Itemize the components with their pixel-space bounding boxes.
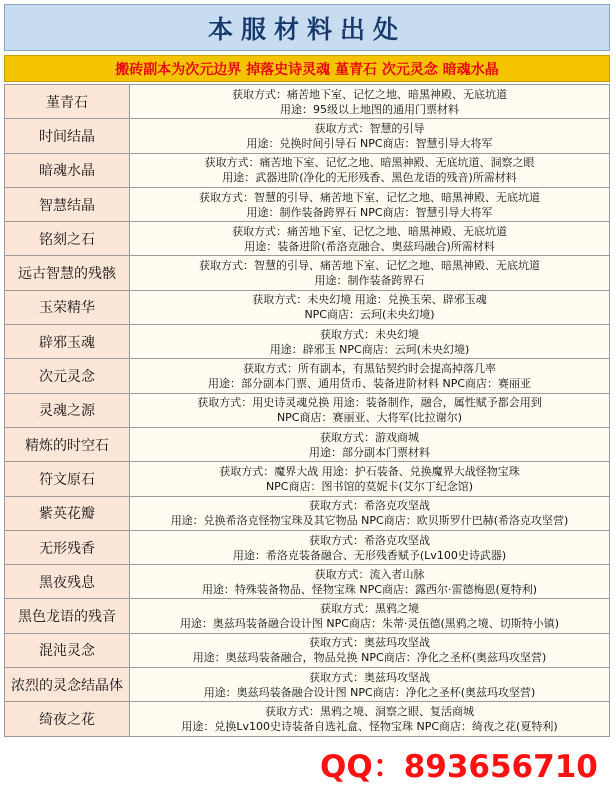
material-name: 次元灵念	[5, 359, 130, 393]
source-line: 获取方式：流入者山脉	[314, 567, 425, 581]
material-info	[130, 291, 610, 325]
usage-line: 用途：兑换希洛克怪物宝珠及其它物品 NPC商店：欧贝斯罗什巴赫(希洛克攻坚营)	[170, 514, 569, 528]
table-row	[5, 428, 610, 462]
source-line: 获取方式：希洛克攻坚战	[309, 499, 430, 513]
qq-watermark: QQ：893656710	[320, 749, 598, 785]
material-name: 时间结晶	[5, 119, 130, 153]
source-line: 获取方式：奥兹玛攻坚战	[309, 636, 430, 650]
usage-line: 用途：95级以上地图的通用门票材料	[280, 102, 459, 116]
table-row	[5, 119, 610, 153]
source-line: 获取方式：痛苦地下室、记忆之地、暗黑神殿、无底坑道	[232, 224, 507, 238]
table-row	[5, 531, 610, 565]
material-name: 符文原石	[5, 462, 130, 496]
material-name: 黑夜残息	[5, 565, 130, 599]
source-line: 获取方式：未央幻境	[320, 327, 419, 341]
source-line: 获取方式：痛苦地下室、记忆之地、暗黑神殿、无底坑道、洞察之眼	[204, 156, 535, 170]
usage-line: 用途：希洛克装备融合、无形残香赋予(Lv100史诗武器)	[232, 548, 507, 562]
usage-line: NPC商店：云珂(未央幻境)	[304, 308, 435, 322]
table-row	[5, 462, 610, 496]
usage-line: 用途：部分副本门票、通用货币、装备进阶材料 NPC商店：赛丽亚	[207, 377, 532, 391]
material-name: 玉荣精华	[5, 291, 130, 325]
page-subtitle: 搬砖副本为次元边界 掉落史诗灵魂 堇青石 次元灵念 暗魂水晶	[4, 55, 610, 82]
materials-table	[4, 84, 610, 737]
page-title: 本服材料出处	[4, 4, 610, 51]
material-info	[130, 119, 610, 153]
material-name: 铭刻之石	[5, 222, 130, 256]
material-info	[130, 531, 610, 565]
source-line: 获取方式：游戏商城	[320, 430, 419, 444]
material-info	[130, 256, 610, 290]
usage-line: 用途：装备进阶(希洛克融合、奥兹玛融合)所需材料	[244, 239, 495, 253]
table-row	[5, 256, 610, 290]
table-row	[5, 222, 610, 256]
material-info	[130, 428, 610, 462]
material-info	[130, 188, 610, 222]
usage-line: NPC商店：图书馆的莫妮卡(艾尔丁纪念馆)	[265, 479, 474, 493]
source-line: 获取方式：所有副本，有黑钻契约时会提高掉落几率	[243, 362, 496, 376]
source-line: 获取方式：黑鸦之境、洞察之眼、复活商城	[265, 704, 474, 718]
material-name: 辟邪玉魂	[5, 325, 130, 359]
source-line: 获取方式：魔界大战 用途：护石装备、兑换魔界大战怪物宝珠	[219, 464, 520, 478]
usage-line: 用途：制作装备跨界石 NPC商店：智慧引导大将军	[246, 205, 493, 219]
material-info	[130, 702, 610, 736]
table-row	[5, 702, 610, 736]
table-row	[5, 154, 610, 188]
table-row	[5, 668, 610, 702]
material-info	[130, 394, 610, 428]
material-name: 精炼的时空石	[5, 428, 130, 462]
source-line: 获取方式：智慧的引导、痛苦地下室、记忆之地、暗黑神殿、无底坑道	[199, 259, 540, 273]
usage-line: 用途：制作装备跨界石	[314, 274, 425, 288]
material-info	[130, 565, 610, 599]
usage-line: 用途：兑换Lv100史诗装备自选礼盒、怪物宝珠 NPC商店：绮夜之花(夏特利)	[181, 719, 558, 733]
usage-line: 用途：武器进阶(净化的无形残香、黑色龙语的残音)所需材料	[222, 171, 517, 185]
material-info	[130, 668, 610, 702]
material-name: 堇青石	[5, 85, 130, 119]
table-row	[5, 394, 610, 428]
material-name: 绮夜之花	[5, 702, 130, 736]
table-row	[5, 565, 610, 599]
material-info	[130, 462, 610, 496]
usage-line: 用途：奥兹玛装备融合，物品兑换 NPC商店：净化之圣杯(奥兹玛攻坚营)	[192, 651, 547, 665]
material-name: 无形残香	[5, 531, 130, 565]
usage-line: 用途：辟邪玉 NPC商店：云珂(未央幻境)	[269, 342, 470, 356]
material-info	[130, 222, 610, 256]
usage-line: 用途：奥兹玛装备融合设计图 NPC商店：朱蒂·灵伍德(黑鸦之境、切斯特小镇)	[179, 617, 560, 631]
table-row	[5, 325, 610, 359]
material-name: 智慧结晶	[5, 188, 130, 222]
material-info	[130, 154, 610, 188]
source-line: 获取方式：智慧的引导	[314, 121, 425, 135]
table-row	[5, 291, 610, 325]
source-line: 获取方式：用史诗灵魂兑换 用途：装备制作，融合，属性赋予都会用到	[197, 396, 542, 410]
table-row	[5, 188, 610, 222]
source-line: 获取方式：智慧的引导、痛苦地下室、记忆之地、暗黑神殿、无底坑道	[199, 190, 540, 204]
usage-line: 用途：部分副本门票材料	[309, 445, 430, 459]
source-line: 获取方式：奥兹玛攻坚战	[309, 670, 430, 684]
material-name: 灵魂之源	[5, 394, 130, 428]
usage-line: NPC商店：赛丽亚、大将军(比拉谢尔)	[276, 411, 463, 425]
usage-line: 用途：特殊装备物品、怪物宝珠 NPC商店：露西尔·雷德梅恩(夏特利)	[201, 582, 538, 596]
material-info	[130, 359, 610, 393]
table-row	[5, 497, 610, 531]
table-row	[5, 599, 610, 633]
source-line: 获取方式：未央幻境 用途：兑换玉荣、辟邪玉魂	[252, 293, 487, 307]
material-info	[130, 599, 610, 633]
material-name: 紫英花瓣	[5, 497, 130, 531]
material-info	[130, 85, 610, 119]
usage-line: 用途：兑换时间引导石 NPC商店：智慧引导大将军	[246, 136, 493, 150]
material-name: 黑色龙语的残音	[5, 599, 130, 633]
table-row	[5, 359, 610, 393]
material-name: 混沌灵念	[5, 634, 130, 668]
material-info	[130, 634, 610, 668]
table-row	[5, 85, 610, 119]
material-info	[130, 325, 610, 359]
usage-line: 用途：奥兹玛装备融合设计图 NPC商店：净化之圣杯(奥兹玛攻坚营)	[203, 685, 536, 699]
source-line: 获取方式：希洛克攻坚战	[309, 533, 430, 547]
material-name: 暗魂水晶	[5, 154, 130, 188]
material-name: 浓烈的灵念结晶体	[5, 668, 130, 702]
source-line: 获取方式：黑鸦之境	[320, 602, 419, 616]
material-info	[130, 497, 610, 531]
table-row	[5, 634, 610, 668]
material-name: 远古智慧的残骸	[5, 256, 130, 290]
source-line: 获取方式：痛苦地下室、记忆之地、暗黑神殿、无底坑道	[232, 87, 507, 101]
